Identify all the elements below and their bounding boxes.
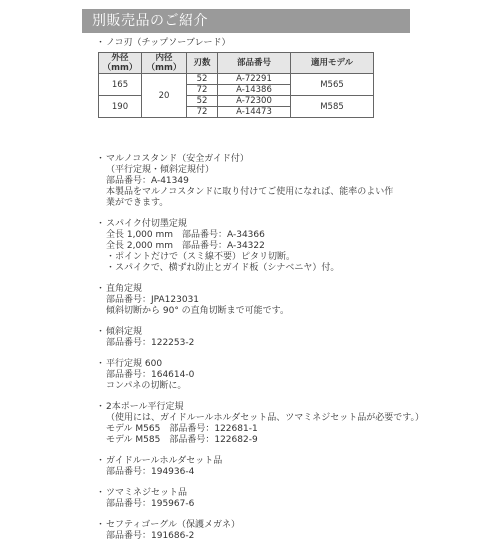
section-title: セフティゴーグル（保護メガネ） <box>106 520 241 530</box>
section-knob-screw <box>92 488 412 510</box>
section-line: 業ができます。 <box>106 198 169 208</box>
cell-outer-diameter: 165 <box>99 74 142 96</box>
cell-part-number: A-14386 <box>218 85 291 96</box>
section-safety-goggles <box>92 520 412 542</box>
section-square-ruler <box>92 284 412 317</box>
col-header-outer-diameter: 外径（mm） <box>99 53 142 74</box>
cell-part-number: A-72300 <box>218 96 291 107</box>
section-title: スパイク付切墨定規 <box>106 219 187 229</box>
part-number: 部品番号：A-41349 <box>106 176 189 186</box>
bullet: ・ <box>96 488 106 498</box>
cell-inner-diameter: 20 <box>142 74 187 118</box>
bullet: ・ <box>96 284 106 294</box>
section-line: （使用には、ガイドルールホルダセット品、ツマミネジセット品が必要です。） <box>106 413 424 423</box>
section-parallel-ruler <box>92 359 412 392</box>
bullet: ・ <box>96 327 106 337</box>
part-number: 部品番号：191686-2 <box>106 531 195 541</box>
bullet: ・ <box>96 402 106 412</box>
cell-outer-diameter: 190 <box>99 96 142 118</box>
bullet: ・ <box>96 456 106 466</box>
part-number: 部品番号：194936-4 <box>106 467 195 477</box>
part-number: 部品番号：122253-2 <box>106 338 195 348</box>
part-number: 部品番号：JPA123031 <box>106 295 200 305</box>
section-guide-holder <box>92 456 412 478</box>
section-saw-stand <box>92 154 412 209</box>
section-title: 平行定規 600 <box>106 359 163 369</box>
section-title: ノコ刃（チップソーブレード） <box>106 38 231 48</box>
cell-teeth: 72 <box>187 107 218 118</box>
col-header-part-number: 部品番号 <box>218 53 291 74</box>
part-number: モデル M585 部品番号：122682-9 <box>106 435 258 445</box>
bullet: ・ <box>96 520 106 530</box>
section-line: コンパネの切断に。 <box>106 381 187 391</box>
section-line: 本製品をマルノコスタンドに取り付けてご使用になれば、能率のよい作 <box>106 187 394 197</box>
page-header <box>82 9 410 33</box>
bullet: ・ <box>96 38 106 48</box>
cell-teeth: 52 <box>187 96 218 107</box>
section-spike-ruler <box>92 219 412 274</box>
section-title: 直角定規 <box>106 284 143 294</box>
part-number: 全長 1,000 mm 部品番号：A-34366 <box>106 230 265 240</box>
section-line: 傾斜切断から 90° の直角切断まで可能です。 <box>106 306 289 316</box>
part-number: モデル M565 部品番号：122681-1 <box>106 424 258 434</box>
section-two-pole-ruler <box>92 402 424 446</box>
cell-model: M585 <box>291 96 374 118</box>
part-number: 全長 2,000 mm 部品番号：A-34322 <box>106 241 265 251</box>
page-title: 別販売品のご紹介 <box>92 13 208 29</box>
bullet: ・ <box>96 359 106 369</box>
blade-table <box>98 52 374 118</box>
cell-part-number: A-14473 <box>218 107 291 118</box>
part-number: 部品番号：164614-0 <box>106 370 195 380</box>
cell-part-number: A-72291 <box>218 74 291 85</box>
cell-model: M565 <box>291 74 374 96</box>
section-line: （平行定規・傾斜定規付） <box>106 165 215 175</box>
col-header-teeth: 刃数 <box>187 53 218 74</box>
section-bevel-ruler <box>92 327 412 349</box>
section-line: ・ポイントだけで（スミ線不要）ピタリ切断。 <box>106 252 296 262</box>
table-row <box>99 96 374 107</box>
section-title: 傾斜定規 <box>106 327 143 337</box>
section-title: ガイドルールホルダセット品 <box>106 456 223 466</box>
bullet: ・ <box>96 154 106 164</box>
table-header-row <box>99 53 374 74</box>
section-line: ・スパイクで、横ずれ防止とガイド板（シナベニヤ）付。 <box>106 263 340 273</box>
section-saw-blade <box>92 38 412 49</box>
content <box>92 38 424 542</box>
col-header-inner-diameter: 内径（mm） <box>142 53 187 74</box>
cell-teeth: 72 <box>187 85 218 96</box>
bullet: ・ <box>96 219 106 229</box>
section-title: マルノコスタンド（安全ガイド付） <box>106 154 249 164</box>
section-title: ツマミネジセット品 <box>106 488 188 498</box>
col-header-model: 適用モデル <box>291 53 374 74</box>
table-row <box>99 74 374 85</box>
section-title: 2本ポール平行定規 <box>106 402 184 412</box>
part-number: 部品番号：195967-6 <box>106 499 195 509</box>
cell-teeth: 52 <box>187 74 218 85</box>
